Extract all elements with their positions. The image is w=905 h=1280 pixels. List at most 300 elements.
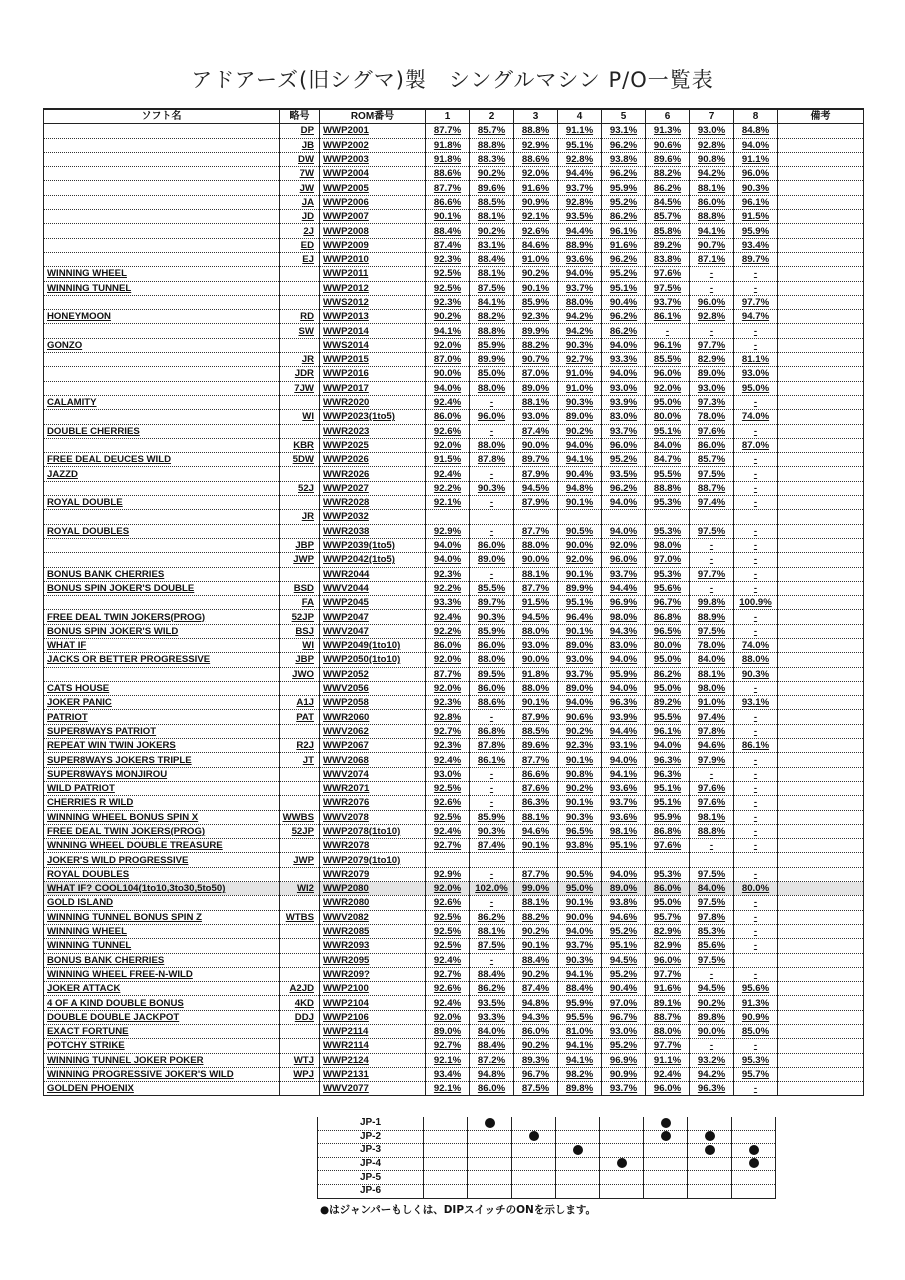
notes-cell bbox=[778, 867, 864, 881]
payout-cell-setting-2: 89.7% bbox=[470, 596, 514, 610]
table-row bbox=[44, 824, 864, 838]
payout-cell-setting-4: 94.0% bbox=[558, 696, 602, 710]
jumper-cell-setting-5 bbox=[600, 1117, 644, 1130]
jumper-cell-setting-1 bbox=[424, 1117, 468, 1130]
software-name-cell: ROYAL DOUBLES bbox=[44, 524, 280, 538]
payout-cell-setting-8: - bbox=[734, 867, 778, 881]
table-row bbox=[44, 295, 864, 309]
rom-number-cell: WWR2093 bbox=[320, 939, 426, 953]
payout-cell-setting-6: 96.3% bbox=[646, 753, 690, 767]
table-row bbox=[44, 553, 864, 567]
payout-cell-setting-8: 95.9% bbox=[734, 224, 778, 238]
payout-cell-setting-2: 87.8% bbox=[470, 453, 514, 467]
notes-cell bbox=[778, 653, 864, 667]
code-cell bbox=[280, 467, 320, 481]
payout-cell-setting-8: 89.7% bbox=[734, 252, 778, 266]
payout-cell-setting-7: 97.7% bbox=[690, 338, 734, 352]
software-name-cell: WHAT IF? COOL104(1to10,3to30,5to50) bbox=[44, 882, 280, 896]
code-cell bbox=[280, 295, 320, 309]
payout-cell-setting-6: 96.3% bbox=[646, 767, 690, 781]
payout-cell-setting-4: 96.5% bbox=[558, 824, 602, 838]
header-code: 略号 bbox=[280, 109, 320, 124]
notes-cell bbox=[778, 710, 864, 724]
payout-cell-setting-4: 88.0% bbox=[558, 295, 602, 309]
payout-cell-setting-5 bbox=[602, 853, 646, 867]
payout-cell-setting-6: 85.5% bbox=[646, 353, 690, 367]
payout-cell-setting-5: 93.5% bbox=[602, 467, 646, 481]
payout-cell-setting-1: 92.0% bbox=[426, 882, 470, 896]
payout-cell-setting-5: 95.2% bbox=[602, 967, 646, 981]
payout-cell-setting-4: 90.0% bbox=[558, 538, 602, 552]
code-cell bbox=[280, 767, 320, 781]
payout-cell-setting-5: 93.0% bbox=[602, 1025, 646, 1039]
code-cell bbox=[280, 524, 320, 538]
document-title: アドアーズ(旧シグマ)製 シングルマシン P/O一覧表 bbox=[191, 68, 714, 92]
notes-cell bbox=[778, 724, 864, 738]
notes-cell bbox=[778, 824, 864, 838]
payout-cell-setting-8: - bbox=[734, 324, 778, 338]
code-cell: JD bbox=[280, 210, 320, 224]
payout-cell-setting-5: 92.0% bbox=[602, 538, 646, 552]
payout-cell-setting-4: 90.4% bbox=[558, 467, 602, 481]
jumper-cell-setting-8 bbox=[732, 1157, 776, 1171]
payout-cell-setting-4: 96.4% bbox=[558, 610, 602, 624]
header-notes: 備考 bbox=[778, 109, 864, 124]
payout-cell-setting-1: 92.4% bbox=[426, 467, 470, 481]
notes-cell bbox=[778, 467, 864, 481]
software-name-cell: REPEAT WIN TWIN JOKERS bbox=[44, 739, 280, 753]
table-row bbox=[44, 739, 864, 753]
rom-number-cell: WWP2026 bbox=[320, 453, 426, 467]
code-cell: 52JP bbox=[280, 610, 320, 624]
payout-cell-setting-3: 88.6% bbox=[514, 152, 558, 166]
jumper-row bbox=[318, 1117, 776, 1130]
rom-number-cell: WWV2044 bbox=[320, 581, 426, 595]
jumper-cell-setting-6 bbox=[644, 1144, 688, 1158]
payout-cell-setting-5: 94.6% bbox=[602, 910, 646, 924]
payout-cell-setting-3: 89.0% bbox=[514, 381, 558, 395]
code-cell: JR bbox=[280, 353, 320, 367]
payout-cell-setting-2: 90.2% bbox=[470, 167, 514, 181]
table-row bbox=[44, 1010, 864, 1024]
table-row bbox=[44, 453, 864, 467]
table-row bbox=[44, 924, 864, 938]
payout-cell-setting-7: 94.2% bbox=[690, 1067, 734, 1081]
rom-number-cell: WWR2028 bbox=[320, 496, 426, 510]
payout-cell-setting-7: 78.0% bbox=[690, 638, 734, 652]
notes-cell bbox=[778, 524, 864, 538]
payout-cell-setting-1: 86.6% bbox=[426, 195, 470, 209]
notes-cell bbox=[778, 381, 864, 395]
payout-cell-setting-3: 87.7% bbox=[514, 581, 558, 595]
payout-cell-setting-6: 96.5% bbox=[646, 624, 690, 638]
code-cell: SW bbox=[280, 324, 320, 338]
software-name-cell: WINNING WHEEL bbox=[44, 267, 280, 281]
payout-cell-setting-3: 90.1% bbox=[514, 696, 558, 710]
payout-cell-setting-5: 83.0% bbox=[602, 638, 646, 652]
filled-circle-icon bbox=[485, 1118, 495, 1128]
jumper-label: JP-6 bbox=[318, 1184, 424, 1198]
filled-circle-icon bbox=[661, 1131, 671, 1141]
table-row bbox=[44, 996, 864, 1010]
payout-cell-setting-2: 94.8% bbox=[470, 1067, 514, 1081]
payout-cell-setting-7: 97.6% bbox=[690, 424, 734, 438]
rom-number-cell: WWP2006 bbox=[320, 195, 426, 209]
payout-cell-setting-7: 97.3% bbox=[690, 395, 734, 409]
code-cell: JB bbox=[280, 138, 320, 152]
payout-cell-setting-5: 96.0% bbox=[602, 553, 646, 567]
payout-cell-setting-2: 85.5% bbox=[470, 581, 514, 595]
software-name-cell: WINNING TUNNEL bbox=[44, 281, 280, 295]
code-cell bbox=[280, 567, 320, 581]
payout-cell-setting-8: - bbox=[734, 810, 778, 824]
payout-cell-setting-3: 92.6% bbox=[514, 224, 558, 238]
payout-cell-setting-3: 91.6% bbox=[514, 181, 558, 195]
code-cell: A2JD bbox=[280, 982, 320, 996]
payout-cell-setting-1: 89.0% bbox=[426, 1025, 470, 1039]
rom-number-cell: WWP2080 bbox=[320, 882, 426, 896]
table-row bbox=[44, 252, 864, 266]
rom-number-cell: WWR2076 bbox=[320, 796, 426, 810]
payout-cell-setting-4: 92.3% bbox=[558, 739, 602, 753]
code-cell: 7JW bbox=[280, 381, 320, 395]
software-name-cell bbox=[44, 181, 280, 195]
rom-number-cell: WWR2080 bbox=[320, 896, 426, 910]
software-name-cell bbox=[44, 195, 280, 209]
payout-cell-setting-3: 94.3% bbox=[514, 1010, 558, 1024]
jumper-cell-setting-2 bbox=[468, 1157, 512, 1171]
payout-cell-setting-1: 92.9% bbox=[426, 524, 470, 538]
jumper-cell-setting-2 bbox=[468, 1130, 512, 1144]
payout-cell-setting-5: 93.7% bbox=[602, 796, 646, 810]
table-row bbox=[44, 596, 864, 610]
payout-cell-setting-4: 92.8% bbox=[558, 152, 602, 166]
payout-cell-setting-1: 92.4% bbox=[426, 753, 470, 767]
payout-cell-setting-3: 88.2% bbox=[514, 910, 558, 924]
payout-cell-setting-4: 90.3% bbox=[558, 953, 602, 967]
table-row bbox=[44, 496, 864, 510]
table-row bbox=[44, 953, 864, 967]
payout-cell-setting-5: 94.0% bbox=[602, 753, 646, 767]
table-row bbox=[44, 681, 864, 695]
payout-cell-setting-1: 92.5% bbox=[426, 939, 470, 953]
software-name-cell: WINNING TUNNEL BONUS SPIN Z bbox=[44, 910, 280, 924]
software-name-cell bbox=[44, 410, 280, 424]
payout-cell-setting-8: 96.0% bbox=[734, 167, 778, 181]
software-name-cell bbox=[44, 252, 280, 266]
payout-cell-setting-4: 90.8% bbox=[558, 767, 602, 781]
software-name-cell: GOLD ISLAND bbox=[44, 896, 280, 910]
code-cell bbox=[280, 896, 320, 910]
payout-cell-setting-6: 95.7% bbox=[646, 910, 690, 924]
payout-cell-setting-8: - bbox=[734, 1082, 778, 1096]
notes-cell bbox=[778, 781, 864, 795]
software-name-cell bbox=[44, 481, 280, 495]
payout-cell-setting-6: 92.0% bbox=[646, 381, 690, 395]
table-row bbox=[44, 839, 864, 853]
software-name-cell bbox=[44, 324, 280, 338]
table-row bbox=[44, 324, 864, 338]
payout-cell-setting-3: 90.0% bbox=[514, 653, 558, 667]
payout-cell-setting-4: 89.9% bbox=[558, 581, 602, 595]
payout-cell-setting-5: 90.4% bbox=[602, 295, 646, 309]
payout-cell-setting-2: 90.3% bbox=[470, 610, 514, 624]
payout-cell-setting-4: 95.9% bbox=[558, 996, 602, 1010]
code-cell: JBP bbox=[280, 538, 320, 552]
table-row bbox=[44, 510, 864, 524]
payout-cell-setting-8: - bbox=[734, 424, 778, 438]
code-cell bbox=[280, 867, 320, 881]
payout-cell-setting-7: 96.3% bbox=[690, 1082, 734, 1096]
payout-cell-setting-1: 92.4% bbox=[426, 996, 470, 1010]
filled-circle-icon bbox=[529, 1131, 539, 1141]
code-cell: DDJ bbox=[280, 1010, 320, 1024]
jumper-cell-setting-4 bbox=[556, 1184, 600, 1198]
payout-cell-setting-3: 89.3% bbox=[514, 1053, 558, 1067]
payout-table-body bbox=[44, 124, 864, 1096]
rom-number-cell: WWR2085 bbox=[320, 924, 426, 938]
software-name-cell: GONZO bbox=[44, 338, 280, 352]
code-cell: DW bbox=[280, 152, 320, 166]
payout-cell-setting-8: 96.1% bbox=[734, 195, 778, 209]
software-name-cell bbox=[44, 295, 280, 309]
rom-number-cell: WWR2114 bbox=[320, 1039, 426, 1053]
payout-cell-setting-6: 96.0% bbox=[646, 953, 690, 967]
payout-cell-setting-5: 95.2% bbox=[602, 195, 646, 209]
payout-cell-setting-8: 91.5% bbox=[734, 210, 778, 224]
payout-cell-setting-7: 94.1% bbox=[690, 224, 734, 238]
payout-cell-setting-2: - bbox=[470, 467, 514, 481]
payout-cell-setting-5: 94.3% bbox=[602, 624, 646, 638]
payout-cell-setting-4: 94.1% bbox=[558, 1053, 602, 1067]
rom-number-cell: WWP2131 bbox=[320, 1067, 426, 1081]
payout-cell-setting-4: 90.0% bbox=[558, 910, 602, 924]
payout-cell-setting-3: 86.3% bbox=[514, 796, 558, 810]
table-row bbox=[44, 467, 864, 481]
code-cell bbox=[280, 424, 320, 438]
notes-cell bbox=[778, 424, 864, 438]
payout-cell-setting-5: 91.6% bbox=[602, 238, 646, 252]
payout-cell-setting-1: 92.2% bbox=[426, 581, 470, 595]
notes-cell bbox=[778, 295, 864, 309]
payout-cell-setting-7: 88.9% bbox=[690, 610, 734, 624]
code-cell bbox=[280, 395, 320, 409]
jumper-cell-setting-1 bbox=[424, 1144, 468, 1158]
rom-number-cell: WWP2045 bbox=[320, 596, 426, 610]
notes-cell bbox=[778, 310, 864, 324]
payout-cell-setting-5: 94.0% bbox=[602, 867, 646, 881]
table-row bbox=[44, 367, 864, 381]
filled-circle-icon bbox=[705, 1131, 715, 1141]
payout-cell-setting-6: 95.1% bbox=[646, 796, 690, 810]
payout-cell-setting-8: 91.3% bbox=[734, 996, 778, 1010]
payout-cell-setting-6: 93.7% bbox=[646, 295, 690, 309]
code-cell: WI bbox=[280, 410, 320, 424]
payout-cell-setting-3: 88.0% bbox=[514, 624, 558, 638]
jumper-row bbox=[318, 1184, 776, 1198]
payout-cell-setting-5: 90.4% bbox=[602, 982, 646, 996]
notes-cell bbox=[778, 624, 864, 638]
payout-cell-setting-8 bbox=[734, 510, 778, 524]
rom-number-cell: WWR2038 bbox=[320, 524, 426, 538]
payout-cell-setting-2: - bbox=[470, 867, 514, 881]
payout-cell-setting-8: - bbox=[734, 524, 778, 538]
software-name-cell bbox=[44, 538, 280, 552]
rom-number-cell: WWP2052 bbox=[320, 667, 426, 681]
payout-cell-setting-6: 91.3% bbox=[646, 124, 690, 138]
payout-cell-setting-8: - bbox=[734, 967, 778, 981]
code-cell bbox=[280, 924, 320, 938]
payout-cell-setting-5: 95.2% bbox=[602, 267, 646, 281]
table-row bbox=[44, 753, 864, 767]
payout-cell-setting-5: 94.0% bbox=[602, 338, 646, 352]
payout-cell-setting-2: - bbox=[470, 767, 514, 781]
notes-cell bbox=[778, 882, 864, 896]
notes-cell bbox=[778, 453, 864, 467]
payout-cell-setting-7 bbox=[690, 853, 734, 867]
payout-cell-setting-7: 97.8% bbox=[690, 910, 734, 924]
payout-cell-setting-1: 92.4% bbox=[426, 824, 470, 838]
payout-cell-setting-3: 88.1% bbox=[514, 567, 558, 581]
header-setting-8: 8 bbox=[734, 109, 778, 124]
payout-cell-setting-1: 90.0% bbox=[426, 367, 470, 381]
rom-number-cell: WWV2068 bbox=[320, 753, 426, 767]
notes-cell bbox=[778, 267, 864, 281]
software-name-cell: HONEYMOON bbox=[44, 310, 280, 324]
payout-cell-setting-7: 82.9% bbox=[690, 353, 734, 367]
payout-cell-setting-2: 90.3% bbox=[470, 824, 514, 838]
payout-cell-setting-6: 91.1% bbox=[646, 1053, 690, 1067]
jumper-cell-setting-5 bbox=[600, 1144, 644, 1158]
payout-cell-setting-3 bbox=[514, 510, 558, 524]
payout-cell-setting-3: 90.9% bbox=[514, 195, 558, 209]
payout-cell-setting-4: 90.1% bbox=[558, 896, 602, 910]
payout-cell-setting-4: 94.0% bbox=[558, 924, 602, 938]
payout-cell-setting-8: 87.0% bbox=[734, 438, 778, 452]
payout-cell-setting-1: 88.4% bbox=[426, 224, 470, 238]
table-row bbox=[44, 338, 864, 352]
payout-cell-setting-3: 88.1% bbox=[514, 896, 558, 910]
table-row bbox=[44, 381, 864, 395]
payout-cell-setting-5: 96.2% bbox=[602, 310, 646, 324]
rom-number-cell: WWP2124 bbox=[320, 1053, 426, 1067]
payout-cell-setting-2: 87.8% bbox=[470, 739, 514, 753]
rom-number-cell: WWP2100 bbox=[320, 982, 426, 996]
rom-number-cell: WWR2060 bbox=[320, 710, 426, 724]
payout-cell-setting-1: 92.5% bbox=[426, 810, 470, 824]
payout-cell-setting-5: 90.9% bbox=[602, 1067, 646, 1081]
payout-cell-setting-3: 87.6% bbox=[514, 781, 558, 795]
payout-cell-setting-5: 93.3% bbox=[602, 353, 646, 367]
payout-cell-setting-1: 91.8% bbox=[426, 152, 470, 166]
rom-number-cell: WWP2007 bbox=[320, 210, 426, 224]
payout-cell-setting-3: 93.0% bbox=[514, 638, 558, 652]
jumper-cell-setting-2 bbox=[468, 1171, 512, 1185]
jumper-cell-setting-3 bbox=[512, 1130, 556, 1144]
payout-cell-setting-5: 96.7% bbox=[602, 1010, 646, 1024]
payout-cell-setting-8: 97.7% bbox=[734, 295, 778, 309]
payout-cell-setting-4: 93.6% bbox=[558, 252, 602, 266]
payout-cell-setting-1: 92.0% bbox=[426, 338, 470, 352]
filled-circle-icon bbox=[661, 1118, 671, 1128]
notes-cell bbox=[778, 252, 864, 266]
payout-cell-setting-3: 88.1% bbox=[514, 810, 558, 824]
code-cell: JT bbox=[280, 753, 320, 767]
jumper-cell-setting-7 bbox=[688, 1144, 732, 1158]
payout-cell-setting-5: 98.0% bbox=[602, 610, 646, 624]
code-cell: RD bbox=[280, 310, 320, 324]
software-name-cell bbox=[44, 238, 280, 252]
payout-cell-setting-8: 90.9% bbox=[734, 1010, 778, 1024]
payout-cell-setting-4: 93.8% bbox=[558, 839, 602, 853]
notes-cell bbox=[778, 910, 864, 924]
payout-cell-setting-2: 87.5% bbox=[470, 281, 514, 295]
payout-cell-setting-2: 88.4% bbox=[470, 252, 514, 266]
software-name-cell: WINNING PROGRESSIVE JOKER'S WILD bbox=[44, 1067, 280, 1081]
payout-cell-setting-2: 87.4% bbox=[470, 839, 514, 853]
payout-cell-setting-7: 84.0% bbox=[690, 882, 734, 896]
software-name-cell bbox=[44, 510, 280, 524]
payout-cell-setting-3: 88.0% bbox=[514, 538, 558, 552]
payout-cell-setting-6: - bbox=[646, 324, 690, 338]
payout-cell-setting-7: 88.8% bbox=[690, 210, 734, 224]
software-name-cell: CATS HOUSE bbox=[44, 681, 280, 695]
payout-cell-setting-8 bbox=[734, 853, 778, 867]
payout-cell-setting-2: 88.1% bbox=[470, 210, 514, 224]
payout-cell-setting-6: 95.0% bbox=[646, 395, 690, 409]
table-row bbox=[44, 882, 864, 896]
payout-cell-setting-2: 84.0% bbox=[470, 1025, 514, 1039]
payout-cell-setting-4: 95.1% bbox=[558, 138, 602, 152]
payout-cell-setting-1: 87.0% bbox=[426, 353, 470, 367]
software-name-cell: CALAMITY bbox=[44, 395, 280, 409]
payout-cell-setting-2: 86.0% bbox=[470, 538, 514, 552]
software-name-cell bbox=[44, 138, 280, 152]
payout-cell-setting-4: 92.0% bbox=[558, 553, 602, 567]
payout-cell-setting-3: 87.4% bbox=[514, 982, 558, 996]
jumper-cell-setting-7 bbox=[688, 1130, 732, 1144]
software-name-cell bbox=[44, 438, 280, 452]
rom-number-cell: WWR209? bbox=[320, 967, 426, 981]
payout-cell-setting-6: 95.1% bbox=[646, 424, 690, 438]
payout-cell-setting-8: - bbox=[734, 924, 778, 938]
rom-number-cell: WWP2013 bbox=[320, 310, 426, 324]
payout-cell-setting-8: 100.9% bbox=[734, 596, 778, 610]
payout-cell-setting-5: 93.8% bbox=[602, 896, 646, 910]
table-row bbox=[44, 438, 864, 452]
notes-cell bbox=[778, 410, 864, 424]
header-setting-6: 6 bbox=[646, 109, 690, 124]
code-cell: BSD bbox=[280, 581, 320, 595]
payout-cell-setting-1: 87.7% bbox=[426, 181, 470, 195]
jumper-cell-setting-4 bbox=[556, 1117, 600, 1130]
payout-cell-setting-2 bbox=[470, 510, 514, 524]
payout-cell-setting-3: 90.1% bbox=[514, 939, 558, 953]
payout-cell-setting-1: 91.5% bbox=[426, 453, 470, 467]
payout-cell-setting-6: 92.4% bbox=[646, 1067, 690, 1081]
payout-cell-setting-3: 90.0% bbox=[514, 438, 558, 452]
payout-cell-setting-5: 94.0% bbox=[602, 524, 646, 538]
payout-cell-setting-4: 93.7% bbox=[558, 281, 602, 295]
code-cell: PAT bbox=[280, 710, 320, 724]
payout-cell-setting-2: 88.3% bbox=[470, 152, 514, 166]
software-name-cell: POTCHY STRIKE bbox=[44, 1039, 280, 1053]
payout-cell-setting-3: 88.0% bbox=[514, 681, 558, 695]
payout-cell-setting-8: - bbox=[734, 767, 778, 781]
payout-cell-setting-3: 86.6% bbox=[514, 767, 558, 781]
payout-cell-setting-6: 96.1% bbox=[646, 724, 690, 738]
payout-cell-setting-3: 87.0% bbox=[514, 367, 558, 381]
